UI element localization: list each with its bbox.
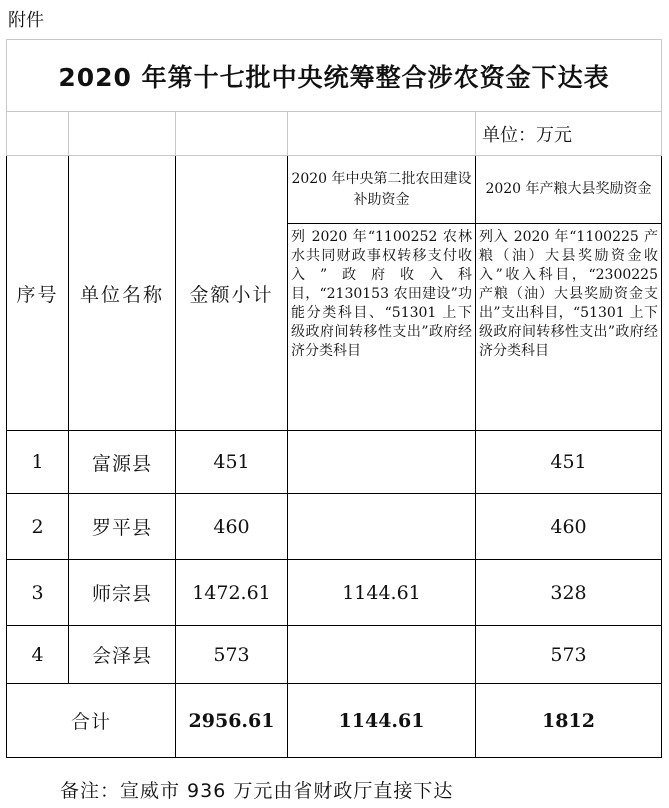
row-name: 富源县 [69, 431, 176, 494]
row-seq: 4 [7, 626, 69, 684]
row-col1 [288, 431, 476, 494]
row-name: 会泽县 [69, 626, 176, 684]
header-col2-desc: 列入 2020 年“1100225 产粮（油）大县奖励资金收入”收入科目，“2300225 产粮（油）大县奖励资金支出”支出科目，“51301 上下级政府间转移性支出”政府经济分类科目 [476, 224, 662, 431]
row-subtotal: 451 [176, 431, 288, 494]
row-col2: 460 [476, 494, 662, 560]
table-row [7, 431, 662, 494]
total-col1: 1144.61 [288, 684, 476, 758]
attachment-label: 附件 [8, 10, 44, 31]
total-subtotal: 2956.61 [176, 684, 288, 758]
allocation-table [6, 39, 662, 758]
row-col2: 573 [476, 626, 662, 684]
footnote: 备注：宣威市 936 万元由省财政厅直接下达 [60, 780, 454, 802]
total-row [7, 684, 662, 758]
row-col1: 1144.61 [288, 560, 476, 626]
table-title: 2020 年第十七批中央统筹整合涉农资金下达表 [7, 40, 662, 112]
unit-label: 单位：万元 [476, 112, 662, 156]
table-row [7, 560, 662, 626]
row-seq: 1 [7, 431, 69, 494]
row-name: 罗平县 [69, 494, 176, 560]
header-subtotal: 金额小计 [176, 156, 288, 431]
header-unit-name: 单位名称 [69, 156, 176, 431]
table-row [7, 494, 662, 560]
total-label: 合计 [7, 684, 176, 758]
header-seq: 序号 [7, 156, 69, 431]
row-subtotal: 1472.61 [176, 560, 288, 626]
row-subtotal: 573 [176, 626, 288, 684]
row-col2: 451 [476, 431, 662, 494]
row-seq: 2 [7, 494, 69, 560]
row-subtotal: 460 [176, 494, 288, 560]
row-col2: 328 [476, 560, 662, 626]
total-col2: 1812 [476, 684, 662, 758]
row-seq: 3 [7, 560, 69, 626]
row-name: 师宗县 [69, 560, 176, 626]
table-row [7, 626, 662, 684]
row-col1 [288, 494, 476, 560]
header-col1-desc: 列 2020 年“1100252 农林水共同财政事权转移支付收入”政府收入科目，“2130153 农田建设”功能分类科目、“51301 上下级政府间转移性支出”政府经济分类科目 [288, 224, 476, 431]
header-col2-title: 2020 年产粮大县奖励资金 [476, 156, 662, 224]
row-col1 [288, 626, 476, 684]
header-col1-title: 2020 年中央第二批农田建设补助资金 [288, 156, 476, 224]
